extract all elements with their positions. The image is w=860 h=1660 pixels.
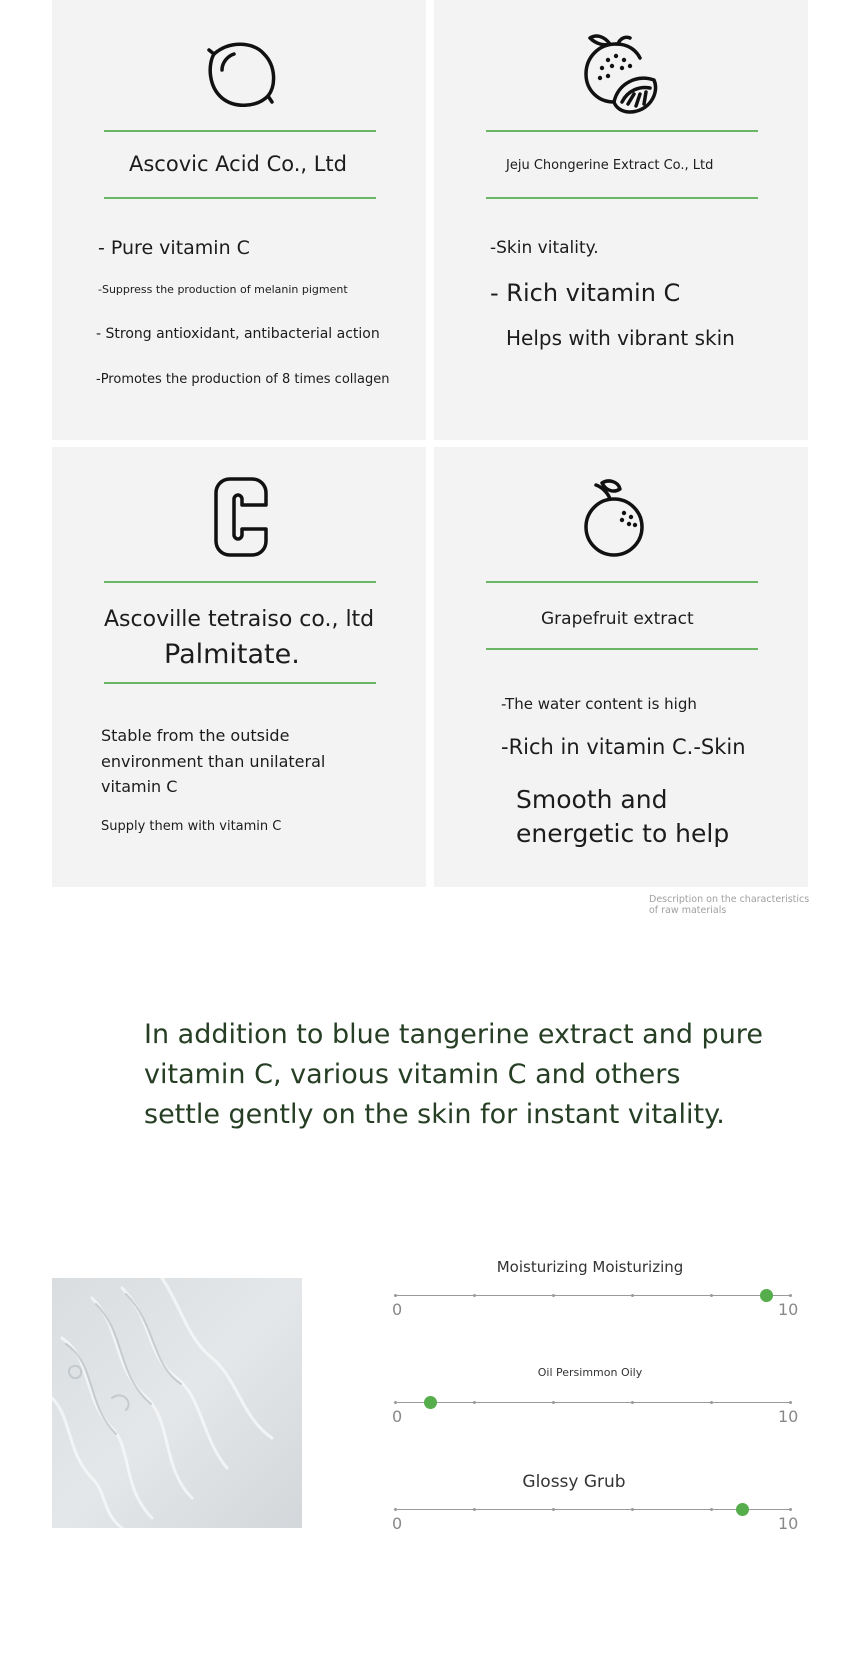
title-rule-top xyxy=(486,581,758,583)
slider-min-label: 0 xyxy=(392,1300,403,1319)
bullet: Helps with vibrant skin xyxy=(506,326,735,350)
slider-min-label: 0 xyxy=(392,1407,403,1426)
slider-title-glossy: Glossy Grub xyxy=(522,1472,626,1492)
slider-tick xyxy=(710,1401,713,1404)
slider-track-moisturizing xyxy=(395,1295,790,1296)
slider-track-glossy xyxy=(395,1509,790,1510)
lead-paragraph: In addition to blue tangerine extract and pure vitamin C, various vitamin C and others settle gently on the skin for instant vitality. xyxy=(144,1019,763,1130)
bullet: - Strong antioxidant, antibacterial action xyxy=(96,326,380,342)
slider-track-oily xyxy=(395,1402,790,1403)
slider-tick xyxy=(789,1508,792,1511)
slider-knob-glossy[interactable] xyxy=(736,1503,749,1516)
bullet: Smooth and xyxy=(516,785,668,814)
slider-max-label: 10 xyxy=(778,1407,799,1426)
slider-tick xyxy=(789,1294,792,1297)
bullet: -The water content is high xyxy=(501,695,697,713)
slider-tick xyxy=(552,1401,555,1404)
bullet: - Rich vitamin C xyxy=(490,279,681,307)
letter-c-icon xyxy=(212,477,270,557)
slider-max-label: 10 xyxy=(778,1300,799,1319)
slider-tick xyxy=(710,1508,713,1511)
card-title: Jeju Chongerine Extract Co., Ltd xyxy=(506,158,714,173)
slider-knob-moisturizing[interactable] xyxy=(760,1289,773,1302)
slider-tick xyxy=(631,1508,634,1511)
slider-tick xyxy=(473,1294,476,1297)
slider-tick xyxy=(473,1401,476,1404)
card-title: Ascoville tetraiso co., ltd xyxy=(104,607,375,632)
slider-tick xyxy=(552,1508,555,1511)
card-title-line-2: Palmitate. xyxy=(164,639,300,670)
bullet: -Skin vitality. xyxy=(490,238,599,258)
ingredient-card-jeju-tangerine xyxy=(434,0,808,440)
slider-max-label: 10 xyxy=(778,1514,799,1533)
slider-min-label: 0 xyxy=(392,1514,403,1533)
title-rule-bottom xyxy=(104,682,376,684)
card-title: Ascovic Acid Co., Ltd xyxy=(129,152,347,176)
card-title: Grapefruit extract xyxy=(541,609,694,629)
bullet: Stable from the outside xyxy=(101,726,290,745)
tangerine-icon xyxy=(578,32,664,116)
slider-tick xyxy=(394,1508,397,1511)
slider-tick xyxy=(552,1294,555,1297)
bullet: energetic to help xyxy=(516,819,730,848)
slider-title-moisturizing: Moisturizing Moisturizing xyxy=(496,1258,684,1276)
title-rule-top xyxy=(486,130,758,132)
bullet: - Pure vitamin C xyxy=(98,237,250,259)
slider-tick xyxy=(394,1401,397,1404)
bullet: environment than unilateral xyxy=(101,752,326,771)
ingredient-card-ascorbic-acid xyxy=(52,0,426,440)
figure-caption: Description on the characteristics of raw materials xyxy=(649,894,810,916)
slider-tick xyxy=(473,1508,476,1511)
bullet: vitamin C xyxy=(101,777,178,796)
bullet: -Rich in vitamin C.-Skin xyxy=(501,735,746,759)
slider-title-oily: Oil Persimmon Oily xyxy=(537,1366,643,1379)
bullet: -Promotes the production of 8 times collagen xyxy=(96,372,390,387)
title-rule-top xyxy=(104,130,376,132)
slider-tick xyxy=(631,1401,634,1404)
texture-photo xyxy=(52,1278,302,1528)
slider-knob-oily[interactable] xyxy=(424,1396,437,1409)
ingredient-card-tetraisopalmitate xyxy=(52,447,426,887)
slider-tick xyxy=(394,1294,397,1297)
grapefruit-icon xyxy=(574,477,654,561)
bullet: Supply them with vitamin C xyxy=(101,819,282,834)
title-rule-top xyxy=(104,581,376,583)
texture-swirl-image xyxy=(52,1278,302,1528)
title-rule-bottom xyxy=(486,197,758,199)
ingredient-card-grapefruit xyxy=(434,447,808,887)
slider-tick xyxy=(789,1401,792,1404)
title-rule-bottom xyxy=(486,648,758,650)
title-rule-bottom xyxy=(104,197,376,199)
slider-tick xyxy=(631,1294,634,1297)
lemon-icon xyxy=(200,34,280,114)
slider-tick xyxy=(710,1294,713,1297)
bullet: -Suppress the production of melanin pigment xyxy=(98,283,348,296)
